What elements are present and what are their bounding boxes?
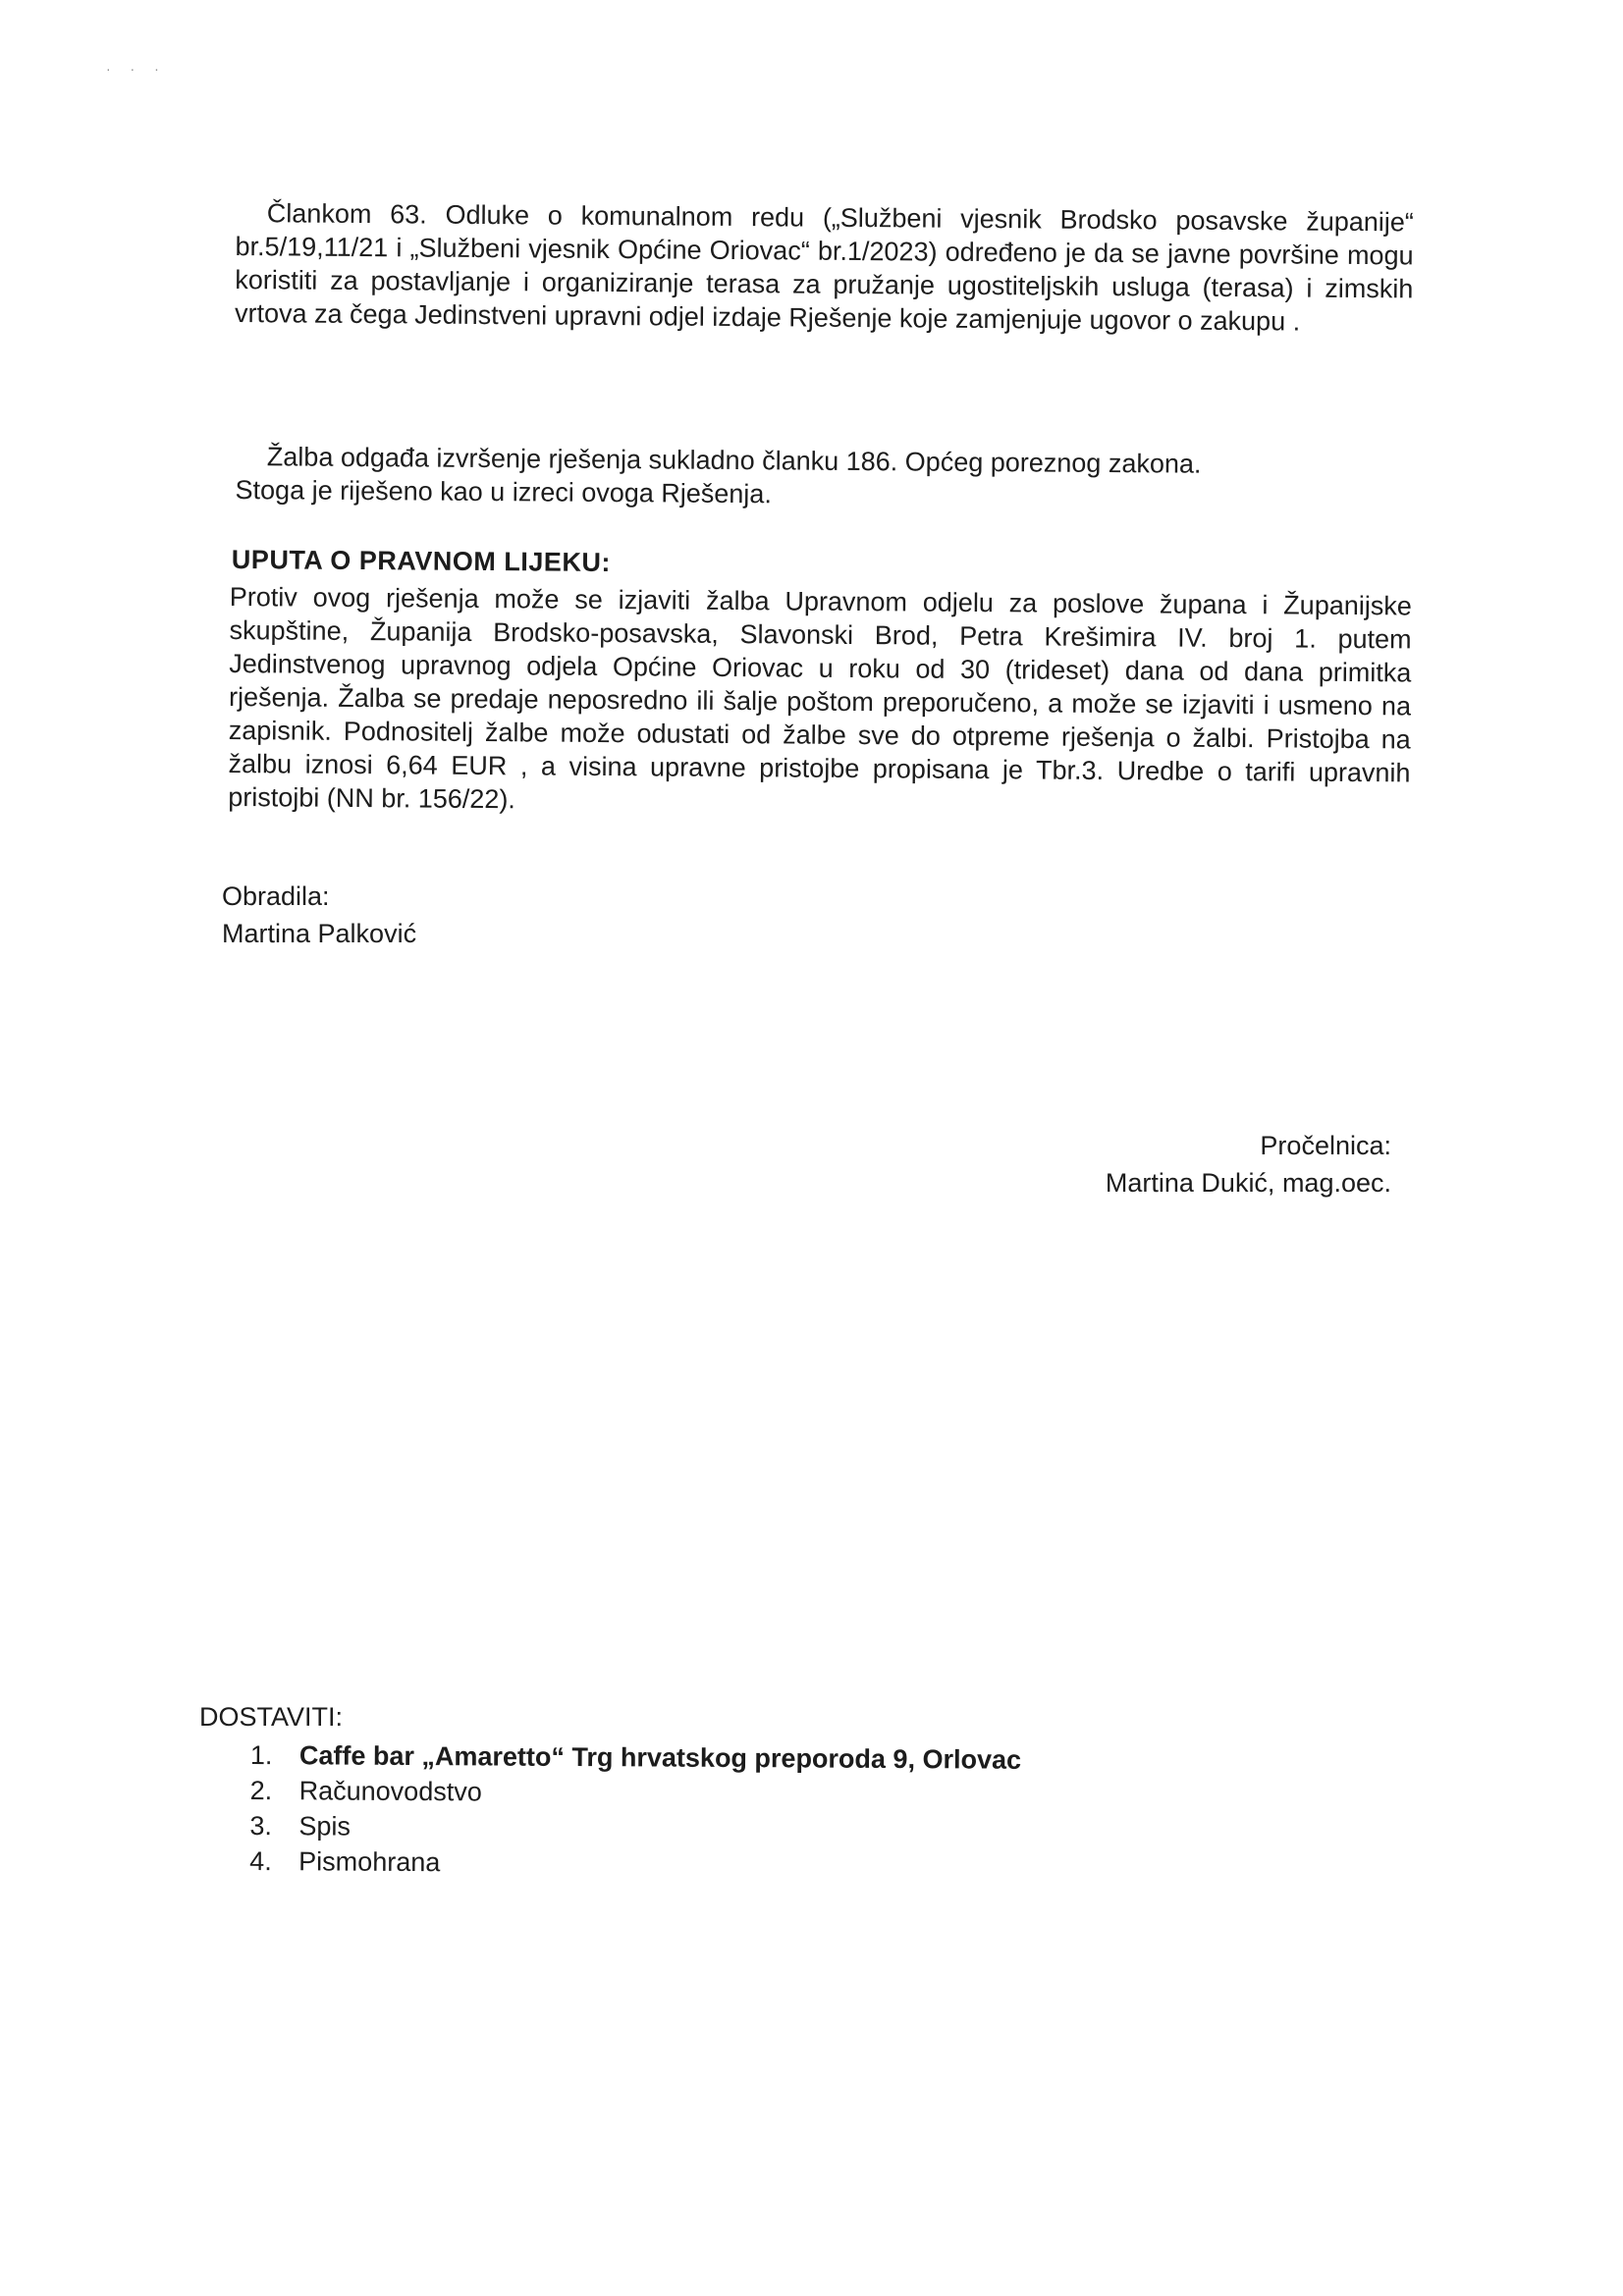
deliver-item-text: Pismohrana [298,1846,441,1878]
deliver-item [249,1808,1020,1848]
prepared-by-label: Obradila: [222,881,330,911]
paragraph-2-line-1: Žalba odgađa izvršenje rješenja sukladno članku 186. Općeg poreznog zakona. [266,442,1202,479]
deliver-item [250,1737,1021,1778]
deliver-title: DOSTAVITI: [199,1702,344,1732]
head-of-department-block [1106,1127,1391,1201]
deliver-item-number: 1. [249,1740,273,1771]
deliver-list [249,1737,1021,1884]
legal-remedy-text: Protiv ovog rješenja može se izjaviti žalba Upravnom odjelu za poslove župana i Županijske skupštine, Županija Brodsko-posavska, Slavonski Brod, Petra Krešimira IV. broj 1. putem Jedinstvenog upravnog odjela Općine Oriovac u roku od 30 (trideset) dana od dana primitka rješenja. Žalba se predaje neposredno ili šalje poštom preporučeno, a može se izjaviti i usmeno na zapisnik. Podnositelj žalbe može odustati od žalbe sve do otpreme rješenja o žalbi. Pristojba na žalbu iznosi 6,64 EUR , a visina upravne pristojbe propisana je Tbr.3. Uredbe o tarifi upravnih pristojbi (NN br. 156/22). [228,581,1412,815]
deliver-item-text: Caffe bar „Amaretto“ Trg hrvatskog preporoda 9, Orlovac [298,1740,1022,1775]
deliver-item-number: 2. [249,1775,273,1806]
prepared-by-name: Martina Palković [222,919,417,948]
scan-specks: · · · [106,61,167,77]
paragraph-communal-order [235,196,1414,339]
paragraph-1-text: Člankom 63. Odluke o komunalnom redu („Službeni vjesnik Brodsko posavske županije“ br.5/19,11/21 i „Službeni vjesnik Općine Oriovac“ br.1/2023) određeno je da se javne površine mogu koristiti za postavljanje i organiziranje terasa za pružanje ugostiteljskih usluga (terasa) i zimskih vrtova za čega Jedinstveni upravni odjel izdaje Rješenje koje zamjenjuje ugovor o zakupu . [234,198,1414,337]
head-name: Martina Dukić, mag.oec. [1105,1168,1391,1198]
paragraph-appeal-effect [235,440,1413,515]
deliver-item-number: 4. [249,1845,272,1877]
paragraph-2-line-2: Stoga je riješeno kao u izreci ovoga Rješenja. [235,474,773,509]
deliver-item-text: Računovodstvo [298,1776,482,1807]
deliver-item-text: Spis [298,1811,352,1842]
deliver-item [249,1843,1020,1884]
legal-remedy-heading: UPUTA O PRAVNOM LIJEKU: [231,545,612,578]
deliver-item-number: 3. [249,1810,273,1842]
prepared-by-block [222,878,416,952]
deliver-item [250,1773,1021,1813]
head-label: Pročelnica: [1260,1131,1391,1160]
